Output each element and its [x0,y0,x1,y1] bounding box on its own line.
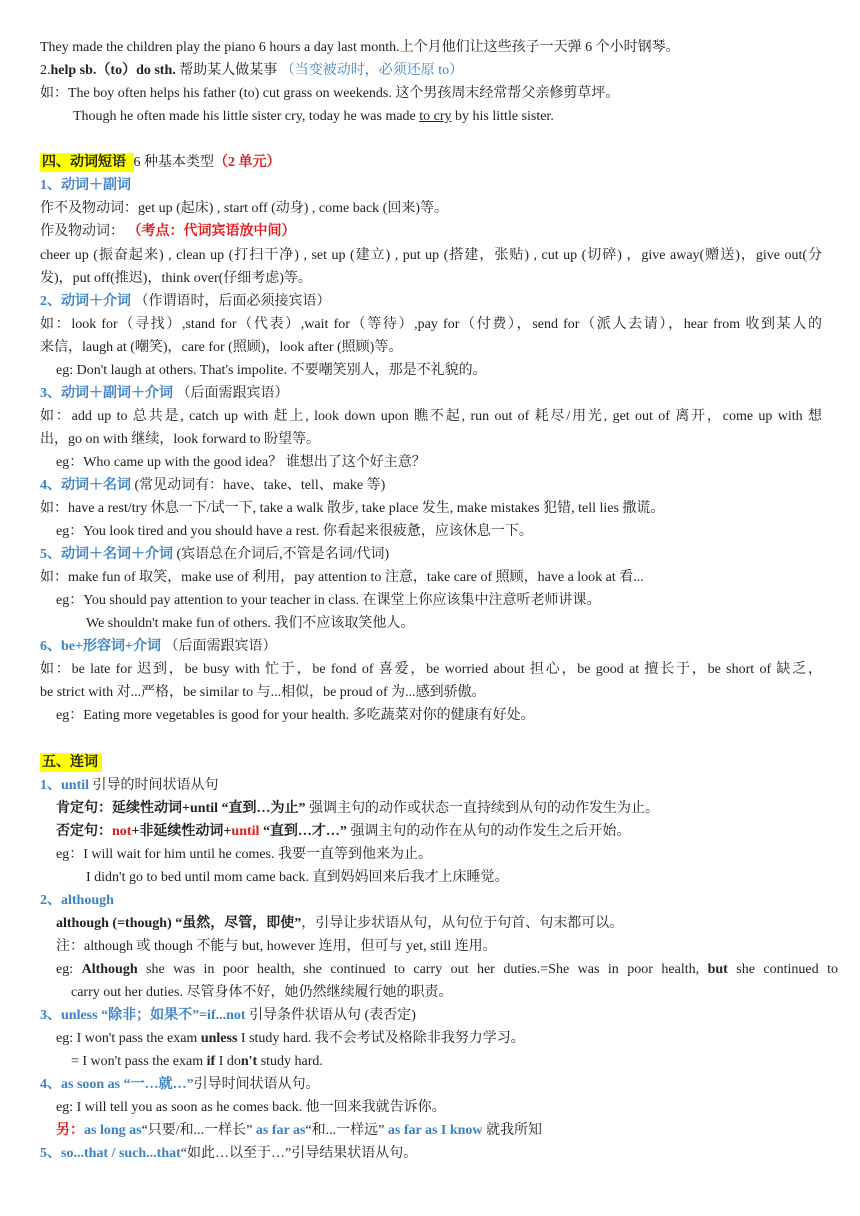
text-segment: 否定句： [56,824,112,839]
text-segment: eg：You look tired and you should have a rest. 你看起来很疲惫，应该休息一下。 [56,524,533,539]
text-line [40,543,822,566]
text-line [56,820,838,843]
text-line [40,405,822,428]
text-segment: be strict with 对...严格，be similar to 与...相似，be proud of 为...感到骄傲。 [40,685,486,700]
text-line [40,474,822,497]
text-segment: until [231,824,260,839]
text-line [56,958,838,981]
text-segment: 另： [56,1123,84,1138]
text-segment: but [707,962,728,977]
text-segment: 引导条件状语从句 (表否定) [245,1008,416,1023]
text-segment: （后面需跟宾语） [173,386,289,401]
text-segment: 6、be+形容词+介词 [40,639,161,654]
text-segment: although (=though) “虽然，尽管，即使” [56,916,302,931]
text-segment: 4、as soon as “一…就…” [40,1077,194,1092]
text-segment: = I won't pass the exam [71,1054,207,1069]
text-segment: 四、动词短语 [40,153,134,172]
text-segment: 3、unless “除非；如果不”=if...not [40,1008,246,1023]
text-segment: （2 单元） [214,155,281,170]
text-segment: （作谓语时，后面必须接宾语） [131,294,331,309]
text-segment: We shouldn't make fun of others. 我们不应该取笑他人。 [86,616,415,631]
text-segment: 2. [40,63,51,78]
text-segment: ，引导让步状语从句，从句位于句首、句末都可以。 [301,916,624,931]
text-line [56,843,838,866]
text-segment: 2、although [40,893,114,908]
text-segment: They made the children play the piano 6 hours a day last month.上个月他们让这些孩子一天弹 6 个小时钢琴。 [40,40,680,55]
text-line [40,566,822,589]
text-line [56,359,838,382]
text-segment: eg: I won't pass the exam [56,1031,201,1046]
text-segment: by his little sister. [451,109,554,124]
text-segment: 如：The boy often helps his father (to) cut grass on weekends. 这个男孩周末经常帮父亲修剪草坪。 [40,86,620,101]
text-segment: （后面需跟宾语） [160,639,277,654]
text-line [40,174,822,197]
text-segment: I do [215,1054,241,1069]
text-segment: 6 种基本类型 [133,155,214,170]
text-line [56,704,838,727]
text-line [40,658,822,681]
text-segment: “直到…才…” [262,824,347,839]
text-segment: to cry [419,109,452,124]
text-segment: 5、so...that / such...that [40,1146,181,1161]
text-line [40,197,822,220]
text-segment: she was in poor health, she continued to carry out her duties.=She was in poor health, [137,962,708,977]
text-line [56,912,838,935]
text-segment: study hard. [257,1054,323,1069]
text-segment: eg：I will wait for him until he comes. 我要一直等到他来为止。 [56,847,433,862]
text-segment: +非延续性动词+ [131,824,232,839]
text-line [56,451,838,474]
text-segment: she continued to [727,962,839,977]
text-line [40,336,822,359]
text-segment: I didn't go to bed until mom came back. 直到妈妈回来后我才上床睡觉。 [86,870,509,885]
text-segment: “和...一样远” [305,1123,388,1138]
text-line [40,428,822,451]
text-line [56,520,838,543]
text-segment: “只要/和...一样长” [141,1123,256,1138]
text-segment: 4、动词＋名词 [40,478,131,493]
text-segment: 帮助某人做某事 [175,63,281,78]
text-segment: as long as [84,1123,142,1138]
text-segment: not [112,824,132,839]
text-line [71,981,853,1004]
text-segment: as far as [255,1123,306,1138]
text-segment: Though he often made his little sister cry, today he was made [73,109,420,124]
text-segment: 1、动词＋副词 [40,178,131,193]
text-segment: “如此…以至于…”引导结果状语从句。 [180,1146,418,1161]
text-segment: 3、动词＋副词＋介词 [40,386,173,401]
text-segment: eg: Don't laugh at others. That's impolite. 不要嘲笑别人，那是不礼貌的。 [56,363,487,378]
text-line [40,774,822,797]
text-line [40,889,822,912]
text-segment: 5、动词＋名词＋介词 [40,547,173,562]
text-line [40,1004,822,1027]
text-line [40,681,822,704]
text-segment: (常见动词有：have、take、tell、make 等) [131,478,386,493]
text-segment: “直到…为止” [221,801,306,816]
text-segment: I study hard. 我不会考试及格除非我努力学习。 [237,1031,525,1046]
text-line [40,1142,822,1165]
text-segment: 肯定句：延续性动词+until [56,801,218,816]
text-segment: 作不及物动词：get up (起床) , start off (动身) , come back (回来)等。 [40,201,448,216]
text-line [86,866,860,889]
text-segment: 来信，laugh at (嘲笑)，care for (照顾)，look after (照顾)等。 [40,340,403,355]
text-segment: 作及物动词： [40,224,128,239]
text-segment: help sb.（to）do sth. [50,63,176,78]
text-segment: 如：have a rest/try 休息一下/试一下, take a walk 散步, take place 发生, make mistakes 犯错, tell lies 撒谎。 [40,501,665,516]
text-segment: n't [240,1054,258,1069]
text-segment: cheer up (振奋起来) , clean up (打扫干净) , set up (建立) , put up (搭建，张贴) , cut up (切碎) ，give away(赠送)，give out(分 [40,248,822,263]
text-segment: Although [81,962,138,977]
text-line [40,382,822,405]
text-segment: eg: I will tell you as soon as he comes back. 他一回来我就告诉你。 [56,1100,446,1115]
text-line [40,290,822,313]
text-segment: 如：add up to 总共是, catch up with 赶上, look down upon 瞧不起, run out of 耗尽/用光, get out of 离开，come up with 想 [40,409,822,424]
text-segment: 就我所知 [482,1123,543,1138]
text-line [40,82,822,105]
text-segment: 如：look for（寻找）,stand for（代表）,wait for（等待）,pay for（付费），send for（派人去请），hear from 收到某人的 [40,317,822,332]
text-segment: carry out her duties. 尽管身体不好，她仍然继续履行她的职责。 [71,985,453,1000]
text-line [40,635,822,658]
text-segment: if [206,1054,216,1069]
text-segment: 如：make fun of 取笑，make use of 利用，pay attention to 注意，take care of 照顾，have a look at 看... [40,570,644,585]
text-segment: eg：Who came up with the good idea？ 谁想出了这个好主意？ [56,455,426,470]
text-segment: （考点：代词宾语放中间） [127,224,296,239]
text-segment: as far as I know [387,1123,483,1138]
text-segment: 注：although 或 though 不能与 but, however 连用，但可与 yet, still 连用。 [56,939,497,954]
text-segment: eg: [56,962,82,977]
text-segment: 发)，put off(推迟)，think over(仔细考虑)等。 [40,271,312,286]
text-segment: 强调主句的动作或状态一直持续到从句的动作发生为止。 [305,801,659,816]
text-line [56,589,838,612]
text-segment: 如：be late for 迟到，be busy with 忙于，be fond of 喜爱，be worried about 担心，be good at 擅长于，be short of 缺乏， [40,662,822,677]
text-segment: 2、动词＋介词 [40,294,131,309]
text-line [56,1027,838,1050]
text-line [73,105,855,128]
text-segment: 引导时间状语从句。 [193,1077,320,1092]
text-line [86,612,860,635]
text-segment: 强调主句的动作在从句的动作发生之后开始。 [346,824,631,839]
text-line [40,1073,822,1096]
text-line [40,751,822,774]
text-line [56,1119,838,1142]
text-segment: unless [200,1031,238,1046]
text-segment: eg：Eating more vegetables is good for your health. 多吃蔬菜对你的健康有好处。 [56,708,535,723]
text-segment: eg：You should pay attention to your teacher in class. 在课堂上你应该集中注意听老师讲课。 [56,593,601,608]
text-line [40,313,822,336]
text-line [56,797,838,820]
text-line [56,1096,838,1119]
text-line [40,497,822,520]
text-segment: 五、连词 [40,753,102,772]
text-segment: 出，go on with 继续，look forward to 盼望等。 [40,432,320,447]
text-segment: 引导的时间状语从句 [89,778,219,793]
text-line [40,267,822,290]
text-line [56,935,838,958]
text-line [40,151,822,174]
text-segment: 1、until [40,778,90,793]
text-segment: (宾语总在介词后,不管是名词/代词) [173,547,390,562]
text-line [40,59,822,82]
text-line [71,1050,853,1073]
text-line [40,220,822,243]
text-segment: （当变被动时，必须还原 to） [280,63,464,78]
text-line [40,36,822,59]
text-line [40,244,822,267]
